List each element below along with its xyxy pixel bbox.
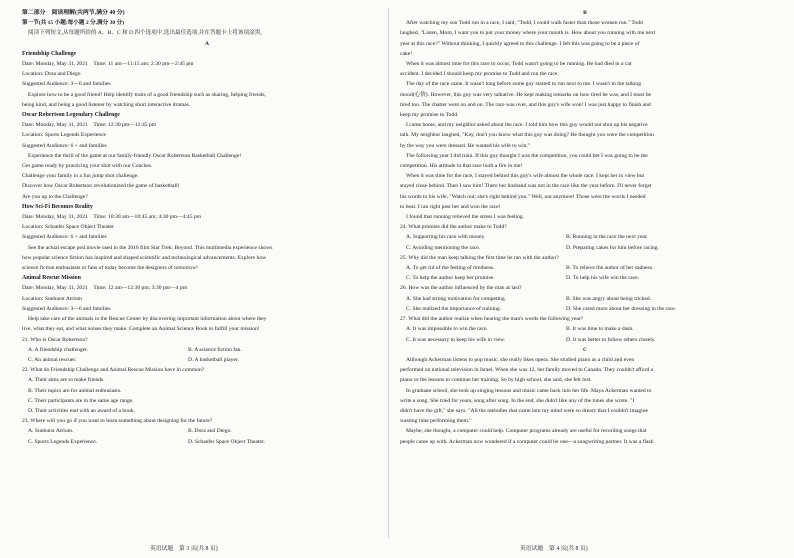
left-line-8: Explore how to be a good friend! Help identify traits of a good friendship such as sharing, helping friends, xyxy=(28,91,266,98)
left-line-21: Location: Schaefer Space Object Theater xyxy=(22,224,114,231)
right-b-line-8: mood(心情). However, this guy was very talkative. He kept making remarks on how tired he was, and I must be xyxy=(400,91,651,98)
left-line-25: science fiction enthusiasts or fans of today become the designers of tomorrow! xyxy=(22,265,198,272)
right-b-line-16: When it was time for the race, I stayed behind this guy's wife almost the whole race. I kept her in view but xyxy=(406,173,645,180)
right-b-line-12: talk. My neighbor laughed, "Kay, don't you know what this guy was doing? He thought you were the competition xyxy=(400,132,654,139)
q26-option-d[interactable]: D. She cared more about her dressing in the race. xyxy=(566,305,677,312)
right-c-line-9: people came up with. Ackerman now wondered if a computer could be one—a songwriting partner. It was a flash xyxy=(400,438,654,445)
q22-option-b[interactable]: B. Their topics are for animal enthusiasts. xyxy=(28,387,122,394)
q22-stem: 22. What do Friendship Challenge and Animal Rescue Mission have in common? xyxy=(22,367,205,374)
q22-option-d[interactable]: D. Their activities end with an award of a book. xyxy=(28,407,135,414)
q24-option-a[interactable]: A. Supporting his race with money. xyxy=(406,234,486,241)
left-line-3: A xyxy=(204,40,210,47)
right-b-line-20: I found that running relieved the stress I was feeling. xyxy=(406,214,525,221)
left-line-31: live, what they eat, and what noises they make. Complete an Animal Science Book to fulfill your mission! xyxy=(22,326,260,333)
q26-stem: 26. How was the author influenced by the man at last? xyxy=(400,285,522,292)
left-line-4: Friendship Challenge xyxy=(22,50,77,57)
q24-options-row-1 xyxy=(400,232,770,242)
right-b-line-13: by the way you were dressed. He wanted his wife to win." xyxy=(400,142,531,149)
q27-option-b[interactable]: B. It was time to make a dash. xyxy=(566,326,634,333)
q27-stem: 27. What did the author realize when hearing the man's words the following year? xyxy=(400,316,584,323)
q21-options-row-2 xyxy=(22,355,392,365)
left-line-7: Suggested Audience: 3—6 and families xyxy=(22,81,111,88)
left-line-15: Get game ready by practicing your shot with our Coaches. xyxy=(22,163,153,170)
right-b-line-17: stayed close behind. Then I saw him! There her husband was not in the race like the year before. I'll never forget xyxy=(400,183,652,190)
right-b-line-3: year at this race?" Without thinking, I quickly agreed to this challenge. I felt this was going to be a piece of xyxy=(400,40,640,47)
q24-options-row-2 xyxy=(400,243,770,253)
q25-options-row-2 xyxy=(400,273,770,283)
page-footer-left: 英语试题 第 3 页(共 8 页) xyxy=(150,546,218,552)
right-c-line-4: In graduate school, she took up singing lessons and music came back into her life. Maya Ackerman wanted to xyxy=(406,387,652,394)
right-b-line-9: tired too. The chatter went on and on. The race was over, and this guy's wife won! I was just happy to finish and xyxy=(400,101,651,108)
left-line-30: Help take care of the animals in the Rescue Center by discovering important information about where they xyxy=(28,316,267,323)
q25-stem: 25. Why did the man keep talking the first time he ran with the author? xyxy=(400,254,559,261)
left-passage xyxy=(22,8,392,345)
q26-option-a[interactable]: A. She had strong motivation for competing. xyxy=(406,295,507,302)
q23-option-b[interactable]: B. Dora and Diego. xyxy=(188,428,232,435)
left-line-27: Date: Monday, May 31, 2021 Time: 12 am—12:30 pm; 3:30 pm—4 pm xyxy=(22,285,188,292)
right-b-line-21: 24. What promise did the author make to Todd? xyxy=(400,224,507,231)
right-b-line-11: I came home, and my neighbor asked about the race. I told him how this guy would not shut up his negative xyxy=(406,122,648,129)
left-line-6: Location: Dora and Diego xyxy=(22,71,81,78)
right-c-line-3: piano or the lessons to continue her training. So by high school, she said, she felt lost. xyxy=(400,377,592,384)
left-line-5: Date: Monday, May 31, 2021 Time: 11 am—11:15 am; 2:30 pm—2:45 pm xyxy=(22,61,194,68)
q23-option-c[interactable]: C. Sports Legends Experience. xyxy=(28,438,98,445)
right-b-line-19: to hear. I ran right past her and won the race! xyxy=(400,203,501,210)
q23-option-a[interactable]: A. Sunburst Atrium. xyxy=(28,428,74,435)
right-column xyxy=(400,8,770,538)
page-footer-right: 英语试题 第 4 页(共 8 页) xyxy=(520,546,588,552)
q21-option-a[interactable]: A. A friendship challenger. xyxy=(28,346,89,353)
q25-option-b[interactable]: B. To relieve the author of her sadness. xyxy=(566,265,654,272)
right-c-line-1: Although Ackerman listens to pop music, she really likes opera. She studied piano as a child and even xyxy=(406,356,635,363)
q22-option-a[interactable]: A. Their aims are to make friends. xyxy=(28,377,105,384)
right-b-line-6: accident. I decided I should keep my promise to Todd and run the race. xyxy=(400,71,559,78)
left-line-9: being kind, and being a good listener by watching short interactive dramas. xyxy=(22,101,191,108)
q25-options-row-1 xyxy=(400,263,770,273)
right-c-line-7: wasting time performing them." xyxy=(400,418,472,425)
left-line-2: 阅读下列短文,从每题所给的 A、B、C 和 D 四个选项中,选出最佳选项,并在答题卡上将该项涂黑。 xyxy=(28,30,266,37)
right-b-line-0: B xyxy=(583,10,587,16)
right-b-line-4: cake! xyxy=(400,50,413,57)
left-line-29: Suggested Audience: 3—6 and families xyxy=(22,305,111,312)
q27-options-row-1 xyxy=(400,324,770,334)
q22-option-c[interactable]: C. Their participants are in the same age range. xyxy=(28,397,134,404)
q24-option-c[interactable]: C. Avoiding mentioning the race. xyxy=(406,244,481,251)
right-c-line-8: Maybe, she thought, a computer could help. Computer programs already are useful for recording songs that xyxy=(406,428,647,435)
right-passage-b xyxy=(400,8,770,232)
column-divider xyxy=(388,8,389,538)
q24-option-d[interactable]: D. Preparing cakes for him before racing. xyxy=(566,244,659,251)
q25-option-d[interactable]: D. To help his wife win the race. xyxy=(566,275,639,282)
left-line-0: 第二部分 阅读理解(共两节,满分 40 分) xyxy=(22,10,125,16)
right-c-line-5: write a song. She tried for years, song after song. In the end, she didn't like any of the tunes she wrote. "I xyxy=(400,397,635,404)
q26-option-b[interactable]: B. She was angry about being tricked. xyxy=(566,295,652,302)
left-line-23: See the actual escape pod movie used in the 2016 film Star Trek: Beyond. This multimedia experience shows xyxy=(28,244,273,251)
right-b-line-15: competition. His attitude in that race built a fire in me! xyxy=(400,163,523,170)
q21-option-c[interactable]: C. An animal rescuer. xyxy=(28,356,77,363)
right-b-line-1: After watching my son Todd run in a race, I said, "Todd, I could walk faster than those women run." Todd xyxy=(406,20,643,27)
left-line-26: Animal Rescue Mission xyxy=(22,275,81,282)
left-column xyxy=(22,8,392,538)
right-c-line-0: C xyxy=(582,346,588,353)
q23-options-row-1 xyxy=(22,426,392,436)
q25-option-c[interactable]: C. To help the author keep her promise. xyxy=(406,275,495,282)
left-line-28: Location: Sunburst Atrium xyxy=(22,295,82,302)
q24-option-b[interactable]: B. Running in the race the next year. xyxy=(566,234,648,241)
right-b-line-18: his words to his wife, "Watch out; she's right behind you." Well, not anymore! Those were the words I needed xyxy=(400,193,646,200)
right-c-line-2: performed on national television in Israel. When she was 12, her family moved to Canada. They couldn't afford a xyxy=(400,367,654,374)
left-line-10: Oscar Robertson Legendary Challenge xyxy=(22,112,120,119)
right-passage-c xyxy=(400,345,770,447)
right-b-line-10: keep my promise to Todd. xyxy=(400,112,459,119)
left-line-19: How Sci-Fi Becomes Reality xyxy=(22,203,93,210)
q26-options-row-2 xyxy=(400,304,770,314)
q27-option-a[interactable]: A. It was impossible to win the race. xyxy=(406,326,488,333)
right-b-line-14: The following year I did train. If this guy thought I was the competition, you could bet I was going to be the xyxy=(406,152,648,159)
q26-options-row-1 xyxy=(400,294,770,304)
left-line-18: Are you up to the Challenge? xyxy=(22,193,88,200)
right-b-line-5: When it was almost time for this race to occur, Todd wasn't going to be running. He had died in a car xyxy=(406,61,632,68)
q21-options-row-1 xyxy=(22,345,392,355)
left-line-16: Challenge your family in a fun jump shot challenge. xyxy=(22,173,139,180)
q26-option-c[interactable]: C. She realized the importance of training. xyxy=(406,305,502,312)
q23-stem: 23. Where will you go if you want to learn something about designing for the future? xyxy=(22,418,213,425)
left-line-14: Experience the thrill of the game at our family-friendly Oscar Robertson Basketball Challenge! xyxy=(28,152,242,159)
q27-options-row-2 xyxy=(400,335,770,345)
right-b-line-2: laughed, "Listen, Mom, I want you to put your money where your mouth is. How about you running with me next xyxy=(400,30,656,37)
left-line-1: 第一节(共 15 小题;每小题 2 分,满分 30 分) xyxy=(22,20,125,27)
q23-options-row-2 xyxy=(22,437,392,447)
left-line-22: Suggested Audience: 6 + and families xyxy=(22,234,107,241)
q27-option-d[interactable]: D. It was better to follow others closely. xyxy=(566,336,656,343)
left-line-12: Location: Sports Legends Experience xyxy=(22,132,107,139)
q21-option-d[interactable]: D. A basketball player. xyxy=(188,356,239,363)
left-line-20: Date: Monday, May 31, 2021 Time: 10:30 am—10:45 am; 4:30 pm—4:45 pm xyxy=(22,214,202,221)
left-line-24: how popular science fiction has inspired and shaped scientific and technological advancements. Explore how xyxy=(22,254,267,261)
right-c-line-6: didn't have the gift," she says. "All the melodies that came into my mind were so dreary that I couldn't imagine xyxy=(400,407,648,414)
q21-option-b[interactable]: B. A science fiction fan. xyxy=(188,346,242,353)
left-line-32: 21. Who is Oscar Robertson? xyxy=(22,336,88,343)
left-line-11: Date: Monday, May 31, 2021 Time: 12:30 pm—12:45 pm xyxy=(22,122,157,129)
q23-option-d[interactable]: D. Schaefer Space Object Theater. xyxy=(188,438,265,445)
q25-option-a[interactable]: A. To get rid of the feeling of tiredness. xyxy=(406,265,495,272)
left-line-13: Suggested Audience: 6 + and families xyxy=(22,142,107,149)
left-line-17: Discover how Oscar Robertson revolutionized the game of basketball! xyxy=(22,183,180,190)
q27-option-c[interactable]: C. It was necessary to keep his wife in view. xyxy=(406,336,506,343)
right-b-line-7: The day of the race came. It wasn't long before some guy started to run next to me. I wasn't in the talking xyxy=(406,81,642,88)
